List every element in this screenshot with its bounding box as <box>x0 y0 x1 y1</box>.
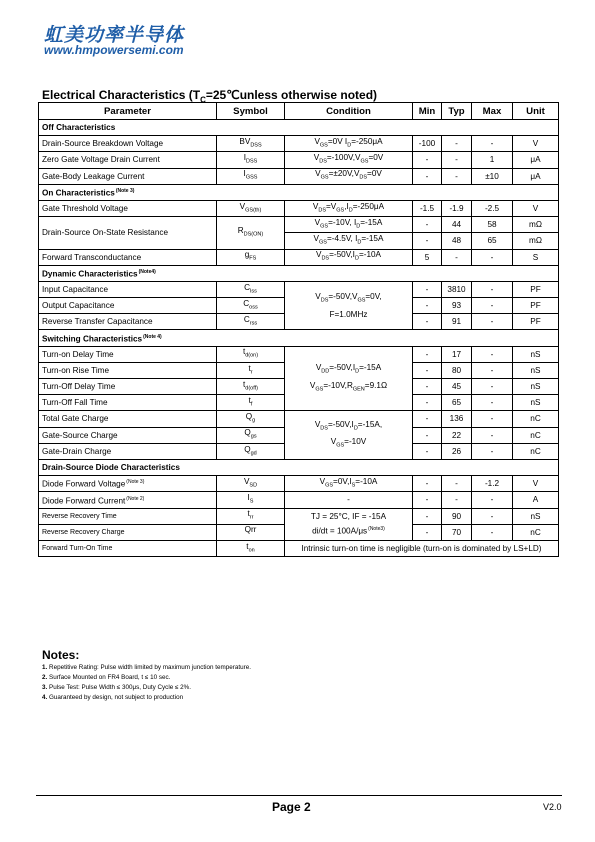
symbol-cell: $g_{FS}$ <box>217 249 285 265</box>
symbol-cell: $Q_{gs}$ <box>217 427 285 443</box>
max-cell: - <box>472 411 513 427</box>
min-cell: - <box>413 298 442 314</box>
electrical-characteristics-table <box>38 102 559 557</box>
max-cell: -2.5 <box>472 200 513 216</box>
typ-cell: 26 <box>442 443 472 459</box>
typ-cell: 80 <box>442 362 472 378</box>
section-title: Electrical Characteristics ($T_C=25℃unless$ otherwise noted) <box>42 88 378 105</box>
column-header: Min <box>413 103 442 120</box>
table-row <box>39 508 559 524</box>
condition-cell: - <box>285 492 413 508</box>
min-cell: - <box>413 168 442 184</box>
param-cell: Turn-on Rise Time <box>39 362 217 378</box>
table-row <box>39 281 559 297</box>
min-cell: - <box>413 411 442 427</box>
symbol-cell: $Q_{gd}$ <box>217 443 285 459</box>
unit-cell: PF <box>513 281 559 297</box>
max-cell: - <box>472 298 513 314</box>
column-header: Symbol <box>217 103 285 120</box>
condition-cell: $V_{DD}=-50V,I_D=-15A$ $V_{GS}=-10V,R_{GEN}=9.1\Omega$ <box>285 346 413 411</box>
min-cell: - <box>413 443 442 459</box>
max-cell: - <box>472 524 513 540</box>
table-row <box>39 136 559 152</box>
group-heading: On Characteristics$^{(Note 3)}$ <box>39 184 559 200</box>
unit-cell: V <box>513 200 559 216</box>
group-heading: Dynamic Characteristics$^{(Note4)}$ <box>39 265 559 281</box>
unit-cell: nS <box>513 395 559 411</box>
param-cell: Reverse Transfer Capacitance <box>39 314 217 330</box>
condition-cell: $V_{GS}=-10V$, $I_D=-15A$ <box>285 217 413 233</box>
min-cell: - <box>413 508 442 524</box>
param-cell: Gate-Source Charge <box>39 427 217 443</box>
param-cell: Turn-Off Fall Time <box>39 395 217 411</box>
symbol-cell: $t_{on}$ <box>217 540 285 556</box>
typ-cell: 48 <box>442 233 472 249</box>
group-row <box>39 120 559 136</box>
param-cell: Drain-Source On-State Resistance <box>39 217 217 249</box>
unit-cell: mΩ <box>513 217 559 233</box>
note-item: 1. Repetitive Rating: Pulse width limited by maximum junction temperature. <box>42 664 251 671</box>
table-row <box>39 411 559 427</box>
param-cell: Reverse Recovery Charge <box>39 524 217 540</box>
document-version: V2.0 <box>543 802 562 812</box>
typ-cell: - <box>442 168 472 184</box>
min-cell: -1.5 <box>413 200 442 216</box>
min-cell: - <box>413 281 442 297</box>
symbol-cell: $t_{rr}$ <box>217 508 285 524</box>
condition-cell: $V_{GS}=-4.5V$, $I_D=-15A$ <box>285 233 413 249</box>
max-cell: - <box>472 249 513 265</box>
max-cell: - <box>472 443 513 459</box>
max-cell: - <box>472 362 513 378</box>
min-cell: -100 <box>413 136 442 152</box>
param-cell: Input Capacitance <box>39 281 217 297</box>
unit-cell: nC <box>513 524 559 540</box>
column-header: Parameter <box>39 103 217 120</box>
condition-cell: $V_{GS}=0V,I_S=-10A$ <box>285 476 413 492</box>
notes-list <box>42 663 251 703</box>
page-number: Page 2 <box>272 800 311 814</box>
symbol-cell: $C_{lss}$ <box>217 281 285 297</box>
max-cell: - <box>472 281 513 297</box>
min-cell: - <box>413 233 442 249</box>
max-cell: 58 <box>472 217 513 233</box>
max-cell: - <box>472 427 513 443</box>
min-cell: - <box>413 314 442 330</box>
condition-cell: $V_{GS}=0V$ $I_D=-250\mu A$ <box>285 136 413 152</box>
typ-cell: 22 <box>442 427 472 443</box>
table-header-row <box>39 103 559 120</box>
typ-cell: 93 <box>442 298 472 314</box>
company-website: www.hmpowersemi.com <box>44 43 184 57</box>
condition-cell: $V_{GS}=\pm 20V,V_{DS}=0V$ <box>285 168 413 184</box>
min-cell: - <box>413 492 442 508</box>
note-item: 2. Surface Mounted on FR4 Board, t ≤ 10 sec. <box>42 674 171 681</box>
symbol-cell: $t_{d(off)}$ <box>217 379 285 395</box>
condition-cell: $V_{DS}=-50V,I_D=-10A$ <box>285 249 413 265</box>
condition-cell: $V_{DS}=-100V,V_{GS}=0V$ <box>285 152 413 168</box>
unit-cell: nC <box>513 443 559 459</box>
typ-cell: 136 <box>442 411 472 427</box>
typ-cell: 3810 <box>442 281 472 297</box>
unit-cell: V <box>513 476 559 492</box>
min-cell: - <box>413 476 442 492</box>
symbol-cell: $I_S$ <box>217 492 285 508</box>
unit-cell: μA <box>513 152 559 168</box>
column-header: Max <box>472 103 513 120</box>
table-row <box>39 492 559 508</box>
unit-cell: A <box>513 492 559 508</box>
max-cell: -1.2 <box>472 476 513 492</box>
table-row <box>39 476 559 492</box>
unit-cell: nC <box>513 411 559 427</box>
param-cell: Drain-Source Breakdown Voltage <box>39 136 217 152</box>
group-heading: Drain-Source Diode Characteristics <box>39 459 559 475</box>
min-cell: 5 <box>413 249 442 265</box>
typ-cell: - <box>442 136 472 152</box>
column-header: Condition <box>285 103 413 120</box>
unit-cell: nC <box>513 427 559 443</box>
unit-cell: PF <box>513 298 559 314</box>
param-cell: Total Gate Charge <box>39 411 217 427</box>
symbol-cell: $Q_g$ <box>217 411 285 427</box>
condition-cell: $V_{DS}=-50V,I_D=-15A$, $V_{GS}=-10V$ <box>285 411 413 460</box>
column-header: Typ <box>442 103 472 120</box>
unit-cell: nS <box>513 346 559 362</box>
table-row <box>39 540 559 556</box>
condition-cell: $V_{DS}=V_{GS},I_D=-250\mu A$ <box>285 200 413 216</box>
param-cell: Gate-Drain Charge <box>39 443 217 459</box>
unit-cell: V <box>513 136 559 152</box>
max-cell: - <box>472 346 513 362</box>
unit-cell: nS <box>513 508 559 524</box>
symbol-cell: $I_{GSS}$ <box>217 168 285 184</box>
condition-cell: TJ = 25°C, IF = -15A $di/dt = 100A/\mu s^{(Note3)}$ <box>285 508 413 540</box>
typ-cell: 17 <box>442 346 472 362</box>
unit-cell: nS <box>513 379 559 395</box>
typ-cell: 91 <box>442 314 472 330</box>
max-cell: - <box>472 508 513 524</box>
param-cell: Reverse Recovery Time <box>39 508 217 524</box>
min-cell: - <box>413 395 442 411</box>
condition-cell: $V_{DS}=-50V,V_{GS}=0V$, F=1.0MHz <box>285 281 413 330</box>
group-row <box>39 184 559 200</box>
max-cell: 1 <box>472 152 513 168</box>
typ-cell: 44 <box>442 217 472 233</box>
table-row <box>39 346 559 362</box>
table-row <box>39 168 559 184</box>
symbol-cell: $t_f$ <box>217 395 285 411</box>
table-row <box>39 217 559 233</box>
notes-title: Notes: <box>42 648 80 662</box>
min-cell: - <box>413 217 442 233</box>
typ-cell: - <box>442 152 472 168</box>
symbol-cell: $C_{oss}$ <box>217 298 285 314</box>
min-cell: - <box>413 362 442 378</box>
symbol-cell: $t_r$ <box>217 362 285 378</box>
param-cell: Gate Threshold Voltage <box>39 200 217 216</box>
group-heading: Off Characteristics <box>39 120 559 136</box>
typ-cell: 70 <box>442 524 472 540</box>
column-header: Unit <box>513 103 559 120</box>
symbol-cell: $V_{GS(th)}$ <box>217 200 285 216</box>
unit-cell: nS <box>513 362 559 378</box>
min-cell: - <box>413 346 442 362</box>
min-cell: - <box>413 427 442 443</box>
symbol-cell: $BV_{DSS}$ <box>217 136 285 152</box>
typ-cell: 90 <box>442 508 472 524</box>
unit-cell: PF <box>513 314 559 330</box>
max-cell: - <box>472 395 513 411</box>
max-cell: ±10 <box>472 168 513 184</box>
param-cell: Gate-Body Leakage Current <box>39 168 217 184</box>
min-cell: - <box>413 379 442 395</box>
param-cell: Turn-Off Delay Time <box>39 379 217 395</box>
condition-cell: Intrinsic turn-on time is negligible (turn-on is dominated by LS+LD) <box>285 540 559 556</box>
param-cell: Forward Turn-On Time <box>39 540 217 556</box>
symbol-cell: $V_{SD}$ <box>217 476 285 492</box>
param-cell: Forward Transconductance <box>39 249 217 265</box>
note-item: 4. Guaranteed by design, not subject to production <box>42 694 184 701</box>
unit-cell: μA <box>513 168 559 184</box>
max-cell: - <box>472 379 513 395</box>
footer-divider <box>36 795 562 796</box>
param-cell: Turn-on Delay Time <box>39 346 217 362</box>
symbol-cell: Qrr <box>217 524 285 540</box>
group-heading: Switching Characteristics$^{(Note 4)}$ <box>39 330 559 346</box>
symbol-cell: $t_{d(on)}$ <box>217 346 285 362</box>
group-row <box>39 265 559 281</box>
max-cell: 65 <box>472 233 513 249</box>
min-cell: - <box>413 152 442 168</box>
typ-cell: - <box>442 249 472 265</box>
table-row <box>39 200 559 216</box>
table-row <box>39 249 559 265</box>
typ-cell: - <box>442 476 472 492</box>
table-row <box>39 152 559 168</box>
unit-cell: S <box>513 249 559 265</box>
max-cell: - <box>472 492 513 508</box>
symbol-cell: $I_{DSS}$ <box>217 152 285 168</box>
param-cell: Diode Forward Current$^{(Note 2)}$ <box>39 492 217 508</box>
min-cell: - <box>413 524 442 540</box>
param-cell: Output Capacitance <box>39 298 217 314</box>
group-row <box>39 330 559 346</box>
max-cell: - <box>472 314 513 330</box>
max-cell: - <box>472 136 513 152</box>
note-item: 3. Pulse Test: Pulse Width ≤ 300μs, Duty Cycle ≤ 2%. <box>42 684 192 691</box>
param-cell: Diode Forward Voltage$^{(Note 3)}$ <box>39 476 217 492</box>
typ-cell: - <box>442 492 472 508</box>
unit-cell: mΩ <box>513 233 559 249</box>
symbol-cell: $C_{rss}$ <box>217 314 285 330</box>
typ-cell: -1.9 <box>442 200 472 216</box>
company-logo-text: 虹美功率半导体 <box>44 24 185 46</box>
group-row <box>39 459 559 475</box>
typ-cell: 45 <box>442 379 472 395</box>
typ-cell: 65 <box>442 395 472 411</box>
param-cell: Zero Gate Voltage Drain Current <box>39 152 217 168</box>
symbol-cell: $R_{DS(ON)}$ <box>217 217 285 249</box>
